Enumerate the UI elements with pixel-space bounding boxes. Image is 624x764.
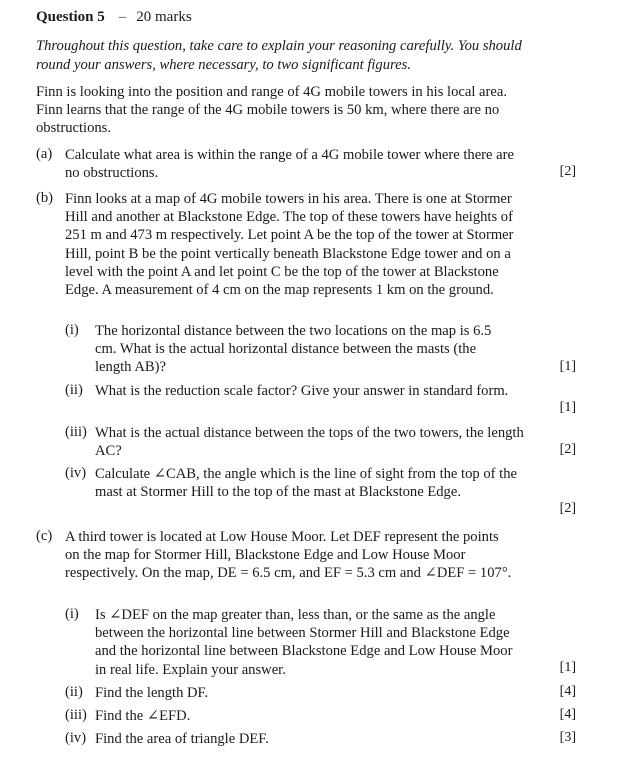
instructions: Throughout this question, take care to explain your reasoning carefully. You should round your answers, where necessary, to two significant figures. <box>36 38 522 73</box>
part-c-i-text: Is ∠DEF on the map greater than, less than, or the same as the angle between the horizontal line between Stormer Hill and Blackstone Edge and the horizontal line between Blackstone Edge and Low House Moor in real life. Explain your answer. <box>95 607 513 678</box>
part-c-label: (c) <box>36 528 53 544</box>
part-c-ii-label: (ii) <box>65 684 83 700</box>
part-b-iii-marks: [ 2 ] <box>560 442 576 458</box>
part-b-iii-label: (iii) <box>65 424 87 440</box>
part-b-ii-label: (ii) <box>65 382 83 398</box>
part-b-iii-text: What is the actual distance between the tops of the two towers, the length AC? <box>95 425 524 460</box>
part-a-text: Calculate what area is within the range of a 4G mobile tower where there are no obstructions. <box>65 147 514 182</box>
question-header <box>36 9 192 26</box>
part-b-i-label: (i) <box>65 322 79 338</box>
part-c-i-label: (i) <box>65 606 79 622</box>
part-b-ii-marks: [ 1 ] <box>560 400 576 416</box>
part-b-text: Finn looks at a map of 4G mobile towers in his area. There is one at Stormer Hill and another at Blackstone Edge. The top of these towers have heights of 251 m and 473 m respectively. Let point A be the top of the tower at Stormer Hill, point B be the point vertically beneath Blackstone Edge tower and on a level with the point A and let point C be the top of the tower at Blackstone Edge. A measurement of 4 cm on the map represents 1 km on the ground. <box>65 191 514 299</box>
part-b-i-marks: [ 1 ] <box>560 359 576 375</box>
part-c-iv-marks: [ 3 ] <box>560 730 576 746</box>
part-c-ii-text: Find the length DF. <box>95 685 209 701</box>
part-a-marks: [ 2 ] <box>560 164 576 180</box>
part-b-iv-text: Calculate ∠CAB, the angle which is the line of sight from the top of the mast at Stormer Hill to the top of the mast at Blackstone Edge. <box>95 466 517 501</box>
part-b-iv-label: (iv) <box>65 465 87 481</box>
part-c-ii-marks: [ 4 ] <box>560 684 576 700</box>
part-c-iv-label: (iv) <box>65 730 87 746</box>
part-b-ii-text: What is the reduction scale factor? Give your answer in standard form. <box>95 383 509 399</box>
header-dash: – <box>118 9 127 25</box>
part-a-label: (a) <box>36 146 53 162</box>
question-stem: Finn is looking into the position and range of 4G mobile towers in his local area. Finn learns that the range of the 4G mobile towers is 50 km, where there are no obstructions. <box>36 84 507 137</box>
question-total-marks: 20 marks <box>136 9 192 25</box>
part-c-i-marks: [ 1 ] <box>560 660 576 676</box>
part-b-i-text: The horizontal distance between the two locations on the map is 6.5 cm. What is the actual horizontal distance between the masts (the length AB)? <box>95 323 492 376</box>
part-b-label: (b) <box>36 190 54 206</box>
question-title: Question 5 <box>36 9 105 25</box>
part-b-iv-marks: [ 2 ] <box>560 501 576 517</box>
part-c-iii-label: (iii) <box>65 707 87 723</box>
part-c-text: A third tower is located at Low House Moor. Let DEF represent the points on the map for Stormer Hill, Blackstone Edge and Low House Moor respectively. On the map, DE = 6.5 cm, and EF = 5.3 cm and ∠DEF = 107°. <box>65 529 512 582</box>
part-c-iv-text: Find the area of triangle DEF. <box>95 731 269 747</box>
part-c-iii-marks: [ 4 ] <box>560 707 576 723</box>
part-c-iii-text: Find the ∠EFD. <box>95 708 191 724</box>
